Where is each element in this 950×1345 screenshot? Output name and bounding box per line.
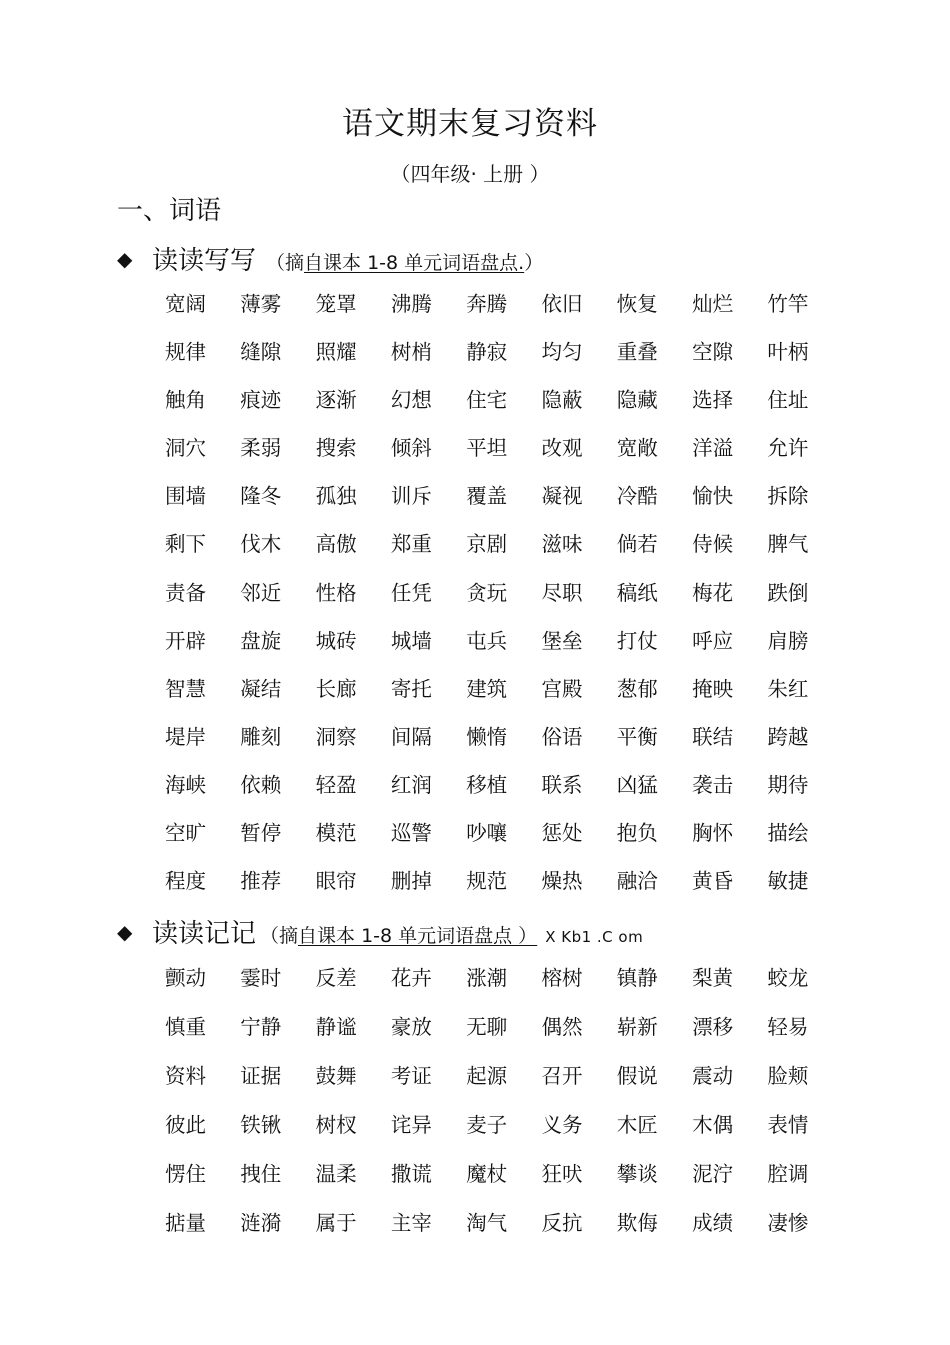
vocab-word: 静谧 bbox=[315, 1015, 357, 1039]
vocab-word: 雕刻 bbox=[240, 724, 282, 749]
vocab-word: 训斥 bbox=[390, 484, 432, 509]
vocab-word: 涨潮 bbox=[466, 966, 508, 990]
vocab-word: 高傲 bbox=[315, 532, 357, 557]
vocab-word: 智慧 bbox=[165, 676, 206, 701]
vocab-word: 巡警 bbox=[390, 821, 432, 846]
vocab-word: 开辟 bbox=[165, 628, 206, 653]
vocab-word: 愉快 bbox=[692, 484, 734, 509]
vocab-word: 搜索 bbox=[315, 436, 357, 461]
vocab-word: 蛟龙 bbox=[767, 966, 809, 990]
vocab-word: 起源 bbox=[466, 1064, 508, 1088]
vocab-word: 逐渐 bbox=[315, 388, 357, 413]
vocab-word: 攀谈 bbox=[616, 1162, 658, 1186]
vocab-word: 寄托 bbox=[390, 676, 432, 701]
vocab-word: 联结 bbox=[692, 724, 734, 749]
vocab-word: 隆冬 bbox=[240, 484, 282, 509]
vocab-word: 俗语 bbox=[541, 724, 583, 749]
vocab-word: 平坦 bbox=[466, 436, 508, 461]
vocab-word: 凶猛 bbox=[616, 772, 658, 797]
vocab-word: 脾气 bbox=[767, 532, 809, 557]
vocab-word: 胸怀 bbox=[692, 821, 734, 846]
vocab-word: 模范 bbox=[315, 821, 357, 846]
vocab-word: 涟漪 bbox=[240, 1211, 282, 1235]
vocab-word: 滋味 bbox=[541, 532, 583, 557]
vocab-word: 邻近 bbox=[240, 580, 282, 605]
vocab-word: 期待 bbox=[767, 772, 809, 797]
vocab-word: 霎时 bbox=[240, 966, 282, 990]
vocab-word: 奔腾 bbox=[466, 292, 508, 316]
vocab-word: 洋溢 bbox=[692, 436, 734, 461]
vocab-word: 平衡 bbox=[616, 724, 658, 749]
vocab-word: 燥热 bbox=[541, 869, 583, 894]
vocab-word: 榕树 bbox=[541, 966, 583, 990]
vocab-word: 洞察 bbox=[315, 724, 357, 749]
vocab-word: 木匠 bbox=[616, 1113, 658, 1137]
vocab-word: 长廊 bbox=[315, 676, 357, 701]
vocab-word: 静寂 bbox=[466, 340, 508, 365]
vocab-word: 城砖 bbox=[315, 628, 357, 653]
vocab-word: 责备 bbox=[165, 580, 206, 605]
vocab-word: 柔弱 bbox=[240, 436, 282, 461]
vocab-word: 幻想 bbox=[390, 388, 432, 413]
vocab-word: 脸颊 bbox=[767, 1064, 809, 1088]
vocab-word: 主宰 bbox=[390, 1211, 432, 1235]
vocab-word: 孤独 bbox=[315, 484, 357, 509]
vocab-word: 空隙 bbox=[692, 340, 734, 365]
vocab-word: 撒谎 bbox=[390, 1162, 432, 1186]
vocab-word: 描绘 bbox=[767, 821, 809, 846]
vocab-word: 屯兵 bbox=[466, 628, 508, 653]
vocab-word: 拽住 bbox=[240, 1162, 282, 1186]
vocab-word: 漂移 bbox=[692, 1015, 734, 1039]
vocab-word: 稿纸 bbox=[616, 580, 658, 605]
vocab-word: 暂停 bbox=[240, 821, 282, 846]
vocab-word: 宁静 bbox=[240, 1015, 282, 1039]
vocab-word: 无聊 bbox=[466, 1015, 508, 1039]
source-note: （摘自课本 1-8 单元词语盘点.） bbox=[266, 252, 544, 274]
vocab-word: 住宅 bbox=[466, 388, 508, 413]
vocab-word: 木偶 bbox=[692, 1113, 734, 1137]
vocab-word: 建筑 bbox=[466, 676, 508, 701]
vocab-word: 隐蔽 bbox=[541, 388, 583, 413]
vocab-word: 拆除 bbox=[767, 484, 809, 509]
vocab-word: 葱郁 bbox=[616, 676, 658, 701]
section-heading-words: 一、词语 bbox=[117, 196, 222, 226]
vocab-word: 彼此 bbox=[165, 1113, 206, 1137]
vocab-word: 剩下 bbox=[165, 532, 206, 557]
watermark-text: X Kb1 .C om bbox=[545, 928, 644, 946]
vocab-word: 洞穴 bbox=[165, 436, 206, 461]
vocab-word: 诧异 bbox=[390, 1113, 432, 1137]
vocab-word: 性格 bbox=[315, 580, 357, 605]
page-title: 语文期末复习资料 bbox=[342, 106, 598, 142]
vocab-word: 薄雾 bbox=[240, 292, 282, 316]
vocab-word: 凄惨 bbox=[767, 1211, 809, 1235]
vocab-word: 盘旋 bbox=[240, 628, 282, 653]
word-grid-read-write bbox=[165, 291, 843, 916]
vocab-word: 颤动 bbox=[165, 966, 206, 990]
vocab-word: 沸腾 bbox=[390, 292, 432, 316]
vocab-word: 跨越 bbox=[767, 724, 809, 749]
vocab-word: 证据 bbox=[240, 1064, 282, 1088]
vocab-word: 泥泞 bbox=[692, 1162, 734, 1186]
vocab-word: 联系 bbox=[541, 772, 583, 797]
vocab-word: 梨黄 bbox=[692, 966, 734, 990]
vocab-word: 属于 bbox=[315, 1211, 357, 1235]
diamond-bullet-icon: ◆ bbox=[117, 247, 133, 271]
vocab-word: 崭新 bbox=[616, 1015, 658, 1039]
vocab-word: 依赖 bbox=[240, 772, 282, 797]
vocab-word: 黄昏 bbox=[692, 869, 734, 894]
vocab-word: 召开 bbox=[541, 1064, 583, 1088]
vocab-word: 隐藏 bbox=[616, 388, 658, 413]
vocab-word: 均匀 bbox=[541, 340, 583, 365]
vocab-word: 融洽 bbox=[616, 869, 658, 894]
vocab-word: 铁锹 bbox=[240, 1113, 282, 1137]
vocab-word: 竹竿 bbox=[767, 292, 809, 316]
vocab-word: 惩处 bbox=[541, 821, 583, 846]
source-note: （摘自课本 1-8 单元词语盘点 ） bbox=[260, 925, 538, 947]
vocab-word: 灿烂 bbox=[692, 292, 734, 316]
vocab-word: 缝隙 bbox=[240, 340, 282, 365]
vocab-word: 震动 bbox=[692, 1064, 734, 1088]
vocab-word: 跌倒 bbox=[767, 580, 809, 605]
vocab-word: 程度 bbox=[165, 869, 206, 894]
word-grid-read-remember bbox=[165, 965, 843, 1259]
vocab-word: 吵嚷 bbox=[466, 821, 508, 846]
vocab-word: 反抗 bbox=[541, 1211, 583, 1235]
vocab-word: 住址 bbox=[767, 388, 809, 413]
vocab-word: 冷酷 bbox=[616, 484, 658, 509]
vocab-word: 间隔 bbox=[390, 724, 432, 749]
vocab-word: 尽职 bbox=[541, 580, 583, 605]
vocab-word: 掂量 bbox=[165, 1211, 206, 1235]
vocab-word: 郑重 bbox=[390, 532, 432, 557]
vocab-word: 规范 bbox=[466, 869, 508, 894]
vocab-word: 温柔 bbox=[315, 1162, 357, 1186]
vocab-word: 移植 bbox=[466, 772, 508, 797]
vocab-word: 敏捷 bbox=[767, 869, 809, 894]
vocab-word: 轻盈 bbox=[315, 772, 357, 797]
vocab-word: 红润 bbox=[390, 772, 432, 797]
vocab-word: 轻易 bbox=[767, 1015, 809, 1039]
vocab-word: 狂吠 bbox=[541, 1162, 583, 1186]
vocab-word: 资料 bbox=[165, 1064, 206, 1088]
vocab-word: 镇静 bbox=[616, 966, 658, 990]
vocab-word: 推荐 bbox=[240, 869, 282, 894]
vocab-word: 笼罩 bbox=[315, 292, 357, 316]
vocab-word: 任凭 bbox=[390, 580, 432, 605]
vocab-word: 海峡 bbox=[165, 772, 206, 797]
vocab-word: 空旷 bbox=[165, 821, 206, 846]
vocab-word: 打仗 bbox=[616, 628, 658, 653]
vocab-word: 凝结 bbox=[240, 676, 282, 701]
source-underlined: 自课本 1-8 单元词语盘点. bbox=[304, 252, 525, 274]
vocab-word: 假说 bbox=[616, 1064, 658, 1088]
vocab-word: 慎重 bbox=[165, 1015, 206, 1039]
vocab-word: 照耀 bbox=[315, 340, 357, 365]
vocab-word: 抱负 bbox=[616, 821, 658, 846]
vocab-word: 凝视 bbox=[541, 484, 583, 509]
page-subtitle: （四年级· 上册 ） bbox=[390, 162, 550, 186]
vocab-word: 重叠 bbox=[616, 340, 658, 365]
sub-heading-title: 读读记记 bbox=[152, 919, 257, 949]
vocab-word: 梅花 bbox=[692, 580, 734, 605]
sub-heading-read-remember bbox=[117, 913, 643, 950]
vocab-word: 掩映 bbox=[692, 676, 734, 701]
source-underlined: 自课本 1-8 单元词语盘点 ） bbox=[298, 925, 538, 947]
sub-heading-read-write bbox=[117, 240, 543, 277]
vocab-word: 触角 bbox=[165, 388, 206, 413]
sub-heading-title: 读读写写 bbox=[152, 246, 257, 276]
vocab-word: 选择 bbox=[692, 388, 734, 413]
vocab-word: 腔调 bbox=[767, 1162, 809, 1186]
vocab-word: 规律 bbox=[165, 340, 206, 365]
vocab-word: 贪玩 bbox=[466, 580, 508, 605]
vocab-word: 肩膀 bbox=[767, 628, 809, 653]
vocab-word: 欺侮 bbox=[616, 1211, 658, 1235]
vocab-word: 围墙 bbox=[165, 484, 206, 509]
vocab-word: 堡垒 bbox=[541, 628, 583, 653]
vocab-word: 袭击 bbox=[692, 772, 734, 797]
vocab-word: 花卉 bbox=[390, 966, 432, 990]
vocab-word: 覆盖 bbox=[466, 484, 508, 509]
vocab-word: 豪放 bbox=[390, 1015, 432, 1039]
vocab-word: 魔杖 bbox=[466, 1162, 508, 1186]
diamond-bullet-icon: ◆ bbox=[117, 920, 133, 944]
vocab-word: 倾斜 bbox=[390, 436, 432, 461]
vocab-word: 淘气 bbox=[466, 1211, 508, 1235]
vocab-word: 删掉 bbox=[390, 869, 432, 894]
vocab-word: 宽敞 bbox=[616, 436, 658, 461]
vocab-word: 允许 bbox=[767, 436, 809, 461]
vocab-word: 树梢 bbox=[390, 340, 432, 365]
vocab-word: 考证 bbox=[390, 1064, 432, 1088]
vocab-word: 麦子 bbox=[466, 1113, 508, 1137]
vocab-word: 城墙 bbox=[390, 628, 432, 653]
vocab-word: 宫殿 bbox=[541, 676, 583, 701]
vocab-word: 偶然 bbox=[541, 1015, 583, 1039]
vocab-word: 伐木 bbox=[240, 532, 282, 557]
vocab-word: 恢复 bbox=[616, 292, 658, 316]
vocab-word: 义务 bbox=[541, 1113, 583, 1137]
vocab-word: 愣住 bbox=[165, 1162, 206, 1186]
vocab-word: 侍候 bbox=[692, 532, 734, 557]
vocab-word: 倘若 bbox=[616, 532, 658, 557]
vocab-word: 叶柄 bbox=[767, 340, 809, 365]
vocab-word: 成绩 bbox=[692, 1211, 734, 1235]
vocab-word: 表情 bbox=[767, 1113, 809, 1137]
vocab-word: 懒惰 bbox=[466, 724, 508, 749]
vocab-word: 宽阔 bbox=[165, 292, 206, 316]
vocab-word: 改观 bbox=[541, 436, 583, 461]
vocab-word: 眼帘 bbox=[315, 869, 357, 894]
vocab-word: 京剧 bbox=[466, 532, 508, 557]
vocab-word: 朱红 bbox=[767, 676, 809, 701]
vocab-word: 树杈 bbox=[315, 1113, 357, 1137]
vocab-word: 堤岸 bbox=[165, 724, 206, 749]
vocab-word: 呼应 bbox=[692, 628, 734, 653]
vocab-word: 痕迹 bbox=[240, 388, 282, 413]
vocab-word: 鼓舞 bbox=[315, 1064, 357, 1088]
vocab-word: 依旧 bbox=[541, 292, 583, 316]
vocab-word: 反差 bbox=[315, 966, 357, 990]
